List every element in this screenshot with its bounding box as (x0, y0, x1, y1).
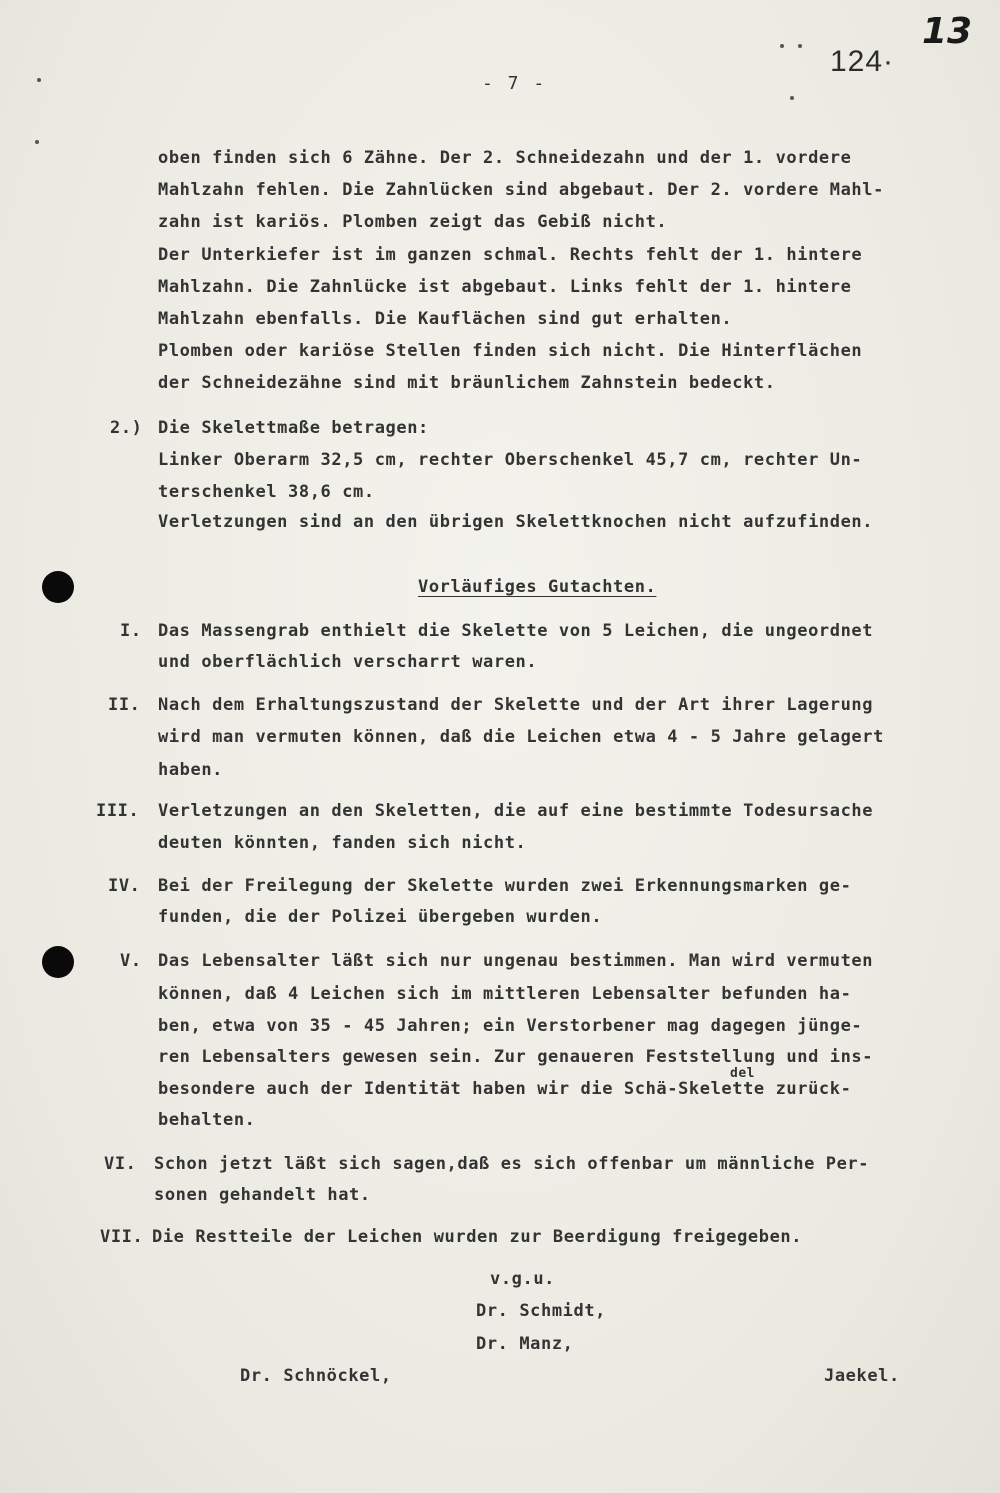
body-line: der Schneidezähne sind mit bräunlichem Zahnstein bedeckt. (158, 373, 776, 393)
finding-line: Bei der Freilegung der Skelette wurden zwei Erkennungsmarken ge- (158, 876, 852, 896)
finding-numeral: VI. (104, 1154, 137, 1174)
finding-numeral: VII. (100, 1227, 144, 1247)
signature-schnoeckel: Dr. Schnöckel, (240, 1366, 392, 1386)
body-line: Mahlzahn fehlen. Die Zahnlücken sind abgebaut. Der 2. vordere Mahl- (158, 180, 884, 200)
finding-line: können, daß 4 Leichen sich im mittleren Lebensalter befunden ha- (158, 984, 852, 1004)
finding-numeral: III. (96, 801, 140, 821)
section-line: terschenkel 38,6 cm. (158, 482, 375, 502)
section-line: Verletzungen sind an den übrigen Skelettknochen nicht aufzufinden. (158, 512, 874, 532)
finding-line: Das Lebensalter läßt sich nur ungenau bestimmen. Man wird vermuten (158, 951, 874, 971)
body-line: Mahlzahn. Die Zahnlücke ist abgebaut. Links fehlt der 1. hintere (158, 277, 852, 297)
finding-line: sonen gehandelt hat. (154, 1185, 371, 1205)
signature-jaekel: Jaekel. (824, 1366, 900, 1386)
finding-line: Verletzungen an den Skeletten, die auf eine bestimmte Todesursache (158, 801, 874, 821)
finding-line: wird man vermuten können, daß die Leichen etwa 4 - 5 Jahre gelagert (158, 727, 884, 747)
finding-line: und oberflächlich verscharrt waren. (158, 652, 538, 672)
punch-hole-top (42, 571, 74, 603)
margin-speck (35, 140, 39, 144)
handwritten-folio-number: 13 (922, 11, 973, 52)
section-number: 2.) (110, 418, 143, 438)
finding-line: deuten könnten, fanden sich nicht. (158, 833, 527, 853)
margin-speck (790, 96, 794, 100)
body-line: zahn ist kariös. Plomben zeigt das Gebiß nicht. (158, 212, 668, 232)
finding-numeral: IV. (108, 876, 141, 896)
margin-speck (780, 44, 784, 48)
finding-numeral: V. (120, 951, 142, 971)
finding-line: Schon jetzt läßt sich sagen,daß es sich offenbar um männliche Per- (154, 1154, 870, 1174)
finding-line: haben. (158, 760, 224, 780)
punch-hole-bottom (42, 946, 74, 978)
signature-schmidt: Dr. Schmidt, (476, 1301, 607, 1321)
finding-line: funden, die der Polizei übergeben wurden. (158, 907, 603, 927)
body-line: Plomben oder kariöse Stellen finden sich nicht. Die Hinterflächen (158, 341, 863, 361)
margin-speck (798, 44, 802, 48)
stamp-number: 124· (830, 45, 895, 78)
vgu-note: v.g.u. (490, 1269, 556, 1289)
finding-line: behalten. (158, 1110, 256, 1130)
page-number: - 7 - (482, 73, 547, 94)
finding-numeral: II. (108, 695, 141, 715)
finding-line: ben, etwa von 35 - 45 Jahren; ein Verstorbener mag dagegen jünge- (158, 1016, 863, 1036)
margin-speck (37, 78, 41, 82)
finding-line: ren Lebensalters gewesen sein. Zur genaueren Feststellung und ins- (158, 1047, 874, 1067)
finding-line: besondere auch der Identität haben wir die Schä-Skelette zurück- (158, 1079, 852, 1099)
finding-numeral: I. (120, 621, 142, 641)
finding-line: Das Massengrab enthielt die Skelette von 5 Leichen, die ungeordnet (158, 621, 874, 641)
section-line: Linker Oberarm 32,5 cm, rechter Oberschenkel 45,7 cm, rechter Un- (158, 450, 863, 470)
finding-line: Nach dem Erhaltungszustand der Skelette und der Art ihrer Lagerung (158, 695, 874, 715)
body-line: oben finden sich 6 Zähne. Der 2. Schneidezahn und der 1. vordere (158, 148, 852, 168)
signature-manz: Dr. Manz, (476, 1334, 574, 1354)
section-line: Die Skelettmaße betragen: (158, 418, 429, 438)
body-line: Mahlzahn ebenfalls. Die Kauflächen sind gut erhalten. (158, 309, 733, 329)
body-line: Der Unterkiefer ist im ganzen schmal. Rechts fehlt der 1. hintere (158, 245, 863, 265)
interlinear-correction: del (730, 1066, 755, 1081)
finding-line: Die Restteile der Leichen wurden zur Beerdigung freigegeben. (152, 1227, 803, 1247)
section-heading: Vorläufiges Gutachten. (418, 577, 657, 597)
